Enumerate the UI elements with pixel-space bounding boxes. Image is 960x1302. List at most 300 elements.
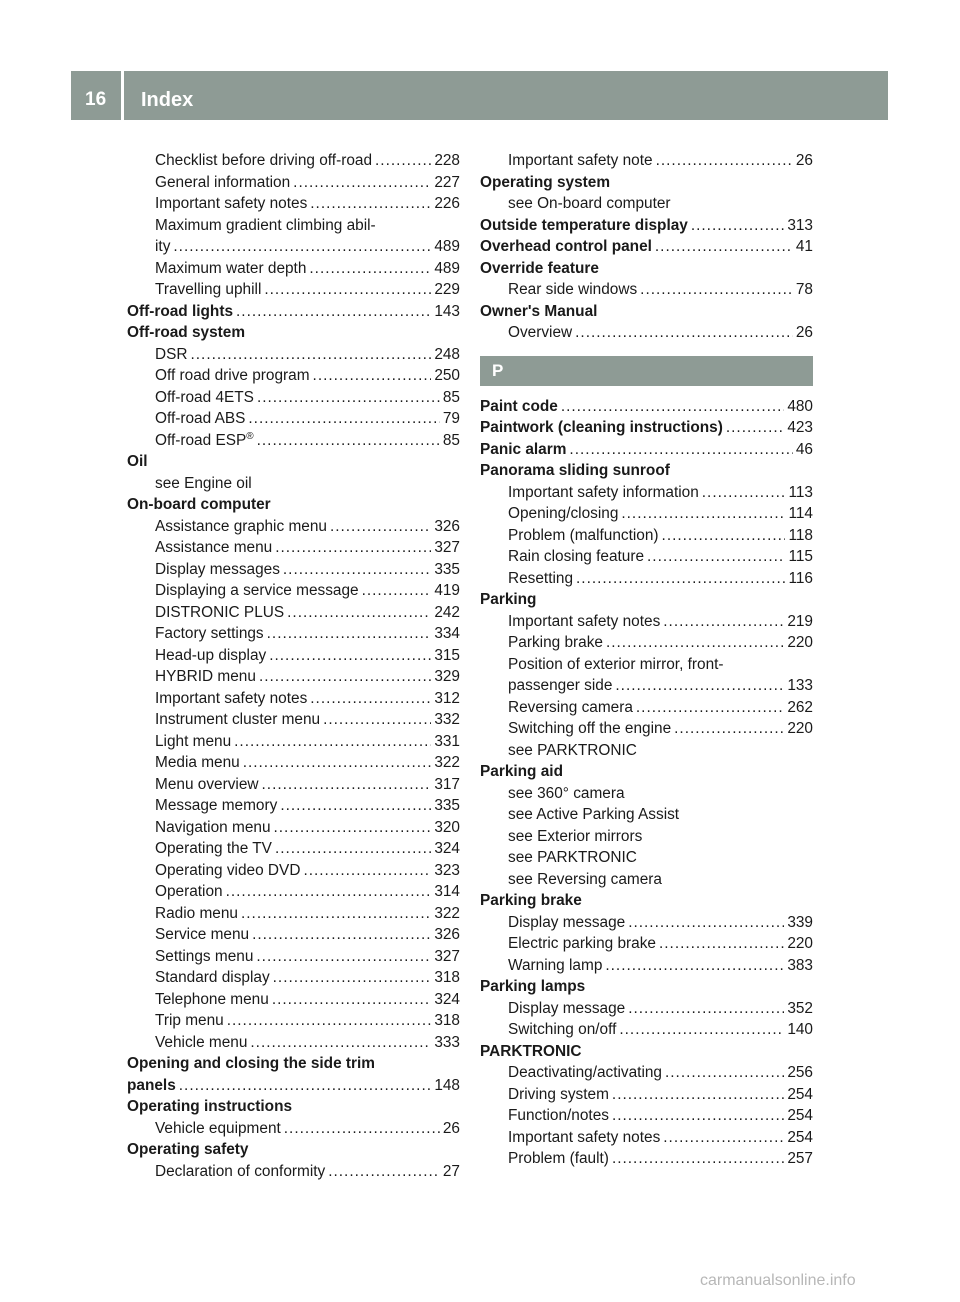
entry-label-text: Display message <box>508 913 626 931</box>
index-subentry[interactable] <box>480 1105 813 1127</box>
dot-leader <box>663 1127 784 1149</box>
entry-label-text: Head-up display <box>155 646 267 664</box>
page-reference[interactable]: 254 <box>787 1107 813 1124</box>
page-reference[interactable]: 322 <box>434 754 460 771</box>
dot-leader <box>640 279 793 301</box>
page-reference[interactable]: 220 <box>787 935 813 952</box>
dot-leader <box>303 860 431 882</box>
dot-leader <box>241 903 431 925</box>
entry-label-text: Checklist before driving off-road <box>155 152 373 169</box>
page-reference[interactable]: 352 <box>787 999 813 1017</box>
dot-leader <box>362 580 432 602</box>
dot-leader <box>612 1148 784 1170</box>
dot-leader <box>309 258 431 280</box>
page-reference[interactable]: 320 <box>434 818 460 836</box>
index-entry <box>127 494 460 516</box>
entry-label-text: Important safety notes <box>155 689 308 707</box>
page-reference[interactable]: 331 <box>434 732 460 750</box>
page-reference[interactable]: 220 <box>787 634 813 651</box>
entry-label <box>155 537 272 559</box>
entry-label-text: Standard display <box>155 969 270 986</box>
dot-leader <box>575 322 793 344</box>
index-entry[interactable] <box>127 301 460 323</box>
index-subentry <box>480 654 813 676</box>
entry-label-text: Owner's Manual <box>480 302 598 320</box>
index-entry[interactable] <box>480 215 813 237</box>
dot-leader <box>313 365 432 387</box>
entry-label <box>155 236 170 258</box>
index-subentry <box>480 740 813 762</box>
entry-label <box>508 322 572 344</box>
dot-leader <box>606 632 784 654</box>
page-reference[interactable]: 148 <box>434 1076 460 1094</box>
dot-leader <box>663 611 784 633</box>
page-reference[interactable]: 383 <box>787 956 813 974</box>
page-reference[interactable]: 326 <box>434 926 460 943</box>
entry-label-text: Off-road 4ETS <box>155 388 254 406</box>
index-entry[interactable] <box>480 439 813 461</box>
index-subentry[interactable] <box>127 1161 460 1183</box>
index-subentry[interactable] <box>127 1118 460 1140</box>
index-subentry[interactable] <box>127 236 460 258</box>
dot-leader <box>612 1084 784 1106</box>
index-subentry <box>480 869 813 891</box>
index-subentry[interactable] <box>480 611 813 633</box>
entry-label <box>508 933 656 955</box>
entry-label <box>508 611 660 633</box>
page-reference[interactable]: 26 <box>795 152 813 169</box>
index-subentry[interactable] <box>127 365 460 387</box>
entry-label-text: Vehicle equipment <box>155 1119 281 1137</box>
page-reference[interactable]: 423 <box>787 419 813 436</box>
index-subentry[interactable] <box>127 537 460 559</box>
dot-leader <box>275 537 431 559</box>
entry-label <box>508 150 653 172</box>
index-subentry[interactable] <box>480 1127 813 1149</box>
entry-label-text: Trip menu <box>155 1012 224 1029</box>
page-reference[interactable]: 78 <box>795 281 813 298</box>
entry-label-text: Off-road system <box>127 324 246 341</box>
page-reference[interactable]: 220 <box>787 720 813 737</box>
page-reference[interactable]: 318 <box>434 969 460 986</box>
entry-label-text: On-board computer <box>127 496 271 513</box>
index-subentry[interactable] <box>480 279 813 301</box>
page-reference[interactable]: 254 <box>787 1085 813 1103</box>
entry-label <box>155 258 306 280</box>
dot-leader <box>179 1075 432 1097</box>
page-reference[interactable]: 324 <box>434 990 460 1008</box>
index-subentry[interactable] <box>127 903 460 925</box>
index-entry <box>480 761 813 783</box>
entry-label <box>155 172 290 194</box>
index-subentry[interactable] <box>480 998 813 1020</box>
index-subentry[interactable] <box>480 1148 813 1170</box>
page-reference[interactable]: 143 <box>434 302 460 320</box>
page-reference[interactable]: 219 <box>787 612 813 630</box>
index-subentry[interactable] <box>127 430 460 452</box>
dot-leader <box>236 301 431 323</box>
entry-label <box>155 688 307 710</box>
index-subentry[interactable] <box>480 1084 813 1106</box>
entry-label <box>127 1141 248 1158</box>
dot-leader <box>615 675 784 697</box>
entry-label-text: Parking brake <box>480 892 582 909</box>
dot-leader <box>280 795 431 817</box>
page-reference[interactable]: 326 <box>434 517 460 535</box>
entry-label <box>155 774 259 796</box>
page-reference[interactable]: 262 <box>787 698 813 716</box>
dot-leader <box>662 525 786 547</box>
page-reference[interactable]: 228 <box>434 152 460 169</box>
page-reference[interactable]: 113 <box>788 483 813 501</box>
entry-label <box>508 955 602 977</box>
page-reference[interactable]: 489 <box>434 238 460 255</box>
dot-leader <box>250 1032 431 1054</box>
dot-leader <box>269 645 431 667</box>
index-subentry[interactable] <box>127 150 460 172</box>
entry-label-text: Travelling uphill <box>155 281 262 298</box>
entry-label <box>155 924 249 946</box>
index-subentry[interactable] <box>127 516 460 538</box>
dot-leader <box>726 417 784 439</box>
page-reference[interactable]: 227 <box>434 173 460 191</box>
page-reference[interactable]: 250 <box>434 367 460 384</box>
entry-label <box>508 675 612 697</box>
entry-label <box>480 260 599 277</box>
index-subentry[interactable] <box>480 675 813 697</box>
index-subentry[interactable] <box>127 924 460 946</box>
entry-label <box>127 1098 292 1115</box>
page-number: 16 <box>85 89 107 110</box>
page-reference[interactable]: 312 <box>434 689 460 707</box>
entry-label-text: Overhead control panel <box>480 238 652 255</box>
page-reference[interactable]: 26 <box>442 1119 460 1137</box>
dot-leader <box>621 503 785 525</box>
entry-label-text: Operating video DVD <box>155 861 301 879</box>
entry-label <box>480 439 566 461</box>
index-subentry[interactable] <box>127 989 460 1011</box>
entry-label <box>155 881 223 903</box>
entry-label <box>155 475 252 492</box>
index-subentry[interactable] <box>127 795 460 817</box>
page-reference[interactable]: 46 <box>795 440 813 458</box>
index-entry[interactable] <box>480 396 813 418</box>
page-reference[interactable]: 327 <box>434 539 460 556</box>
dot-leader <box>262 774 432 796</box>
dot-leader <box>628 998 784 1020</box>
entry-label <box>508 912 625 934</box>
page-header <box>71 71 888 120</box>
page-reference[interactable]: 327 <box>434 947 460 965</box>
entry-label <box>155 279 261 301</box>
page-reference[interactable]: 116 <box>788 569 813 587</box>
entry-label <box>480 591 536 608</box>
entry-label-text: Settings menu <box>155 947 254 965</box>
entry-label-text: Reversing camera <box>508 698 633 716</box>
entry-label-text: Paintwork (cleaning instructions) <box>480 419 723 436</box>
page-reference[interactable]: 324 <box>434 840 460 857</box>
page-reference[interactable]: 335 <box>434 560 460 578</box>
entry-label-text: Operating instructions <box>127 1098 293 1115</box>
index-subentry[interactable] <box>480 1019 813 1041</box>
index-subentry[interactable] <box>127 344 460 366</box>
index-subentry[interactable] <box>480 482 813 504</box>
entry-label-text: Panorama sliding sunroof <box>480 462 670 479</box>
index-subentry[interactable] <box>127 623 460 645</box>
entry-label <box>480 174 610 191</box>
index-subentry[interactable] <box>127 817 460 839</box>
dot-leader <box>257 430 440 452</box>
index-subentry[interactable] <box>127 688 460 710</box>
page-reference[interactable]: 226 <box>434 195 460 212</box>
entry-label-text: Opening/closing <box>508 505 619 522</box>
index-entry[interactable] <box>480 236 813 258</box>
entry-label-text: Important safety note <box>508 152 653 169</box>
index-subentry[interactable] <box>480 150 813 172</box>
dot-leader <box>283 559 431 581</box>
registered-mark: ® <box>246 430 254 442</box>
index-subentry[interactable] <box>127 881 460 903</box>
page-reference[interactable]: 318 <box>434 1012 460 1029</box>
index-entry <box>480 172 813 194</box>
page-reference[interactable]: 332 <box>434 711 460 728</box>
index-subentry <box>127 215 460 237</box>
entry-label-text: Problem (malfunction) <box>508 526 659 544</box>
page-reference[interactable]: 79 <box>442 410 460 427</box>
entry-label-text: Override feature <box>480 259 599 277</box>
index-subentry[interactable] <box>127 838 460 860</box>
entry-label <box>155 408 245 430</box>
dot-leader <box>243 752 432 774</box>
index-subentry[interactable] <box>480 697 813 719</box>
entry-label-text: Position of exterior mirror, front- <box>508 655 724 673</box>
index-subentry[interactable] <box>480 322 813 344</box>
entry-label-text: Assistance menu <box>155 539 273 556</box>
entry-label <box>508 785 625 802</box>
index-subentry[interactable] <box>127 580 460 602</box>
dot-leader <box>173 236 431 258</box>
index-entry <box>480 1041 813 1063</box>
index-subentry[interactable] <box>127 752 460 774</box>
index-subentry[interactable] <box>480 912 813 934</box>
entry-label <box>508 697 633 719</box>
index-entry <box>480 301 813 323</box>
entry-label-text: Off-road ABS <box>155 410 246 427</box>
index-subentry[interactable] <box>127 602 460 624</box>
entry-label <box>155 838 272 860</box>
entry-label-text: Instrument cluster menu <box>155 711 321 728</box>
entry-label <box>508 1127 660 1149</box>
page-reference[interactable]: 322 <box>434 904 460 922</box>
index-entry <box>127 451 460 473</box>
page-reference[interactable]: 85 <box>442 431 460 449</box>
page-reference[interactable]: 114 <box>788 505 813 522</box>
entry-label-text: Off-road lights <box>127 302 234 320</box>
page-reference[interactable]: 329 <box>434 668 460 685</box>
page-reference[interactable]: 229 <box>434 281 460 298</box>
entry-label-text: DSR <box>155 345 188 363</box>
page-reference[interactable]: 242 <box>434 603 460 621</box>
entry-label <box>480 417 723 439</box>
entry-label <box>155 666 256 688</box>
page-reference[interactable]: 26 <box>795 324 813 341</box>
page-reference[interactable]: 257 <box>787 1150 813 1167</box>
entry-label <box>127 324 245 341</box>
entry-label <box>508 1148 609 1170</box>
entry-label <box>508 656 724 673</box>
entry-label-text: Function/notes <box>508 1107 609 1124</box>
page-reference[interactable]: 115 <box>788 548 813 565</box>
page-reference[interactable]: 480 <box>787 397 813 415</box>
page-reference[interactable]: 489 <box>434 259 460 277</box>
entry-label <box>155 1118 281 1140</box>
page-reference[interactable]: 339 <box>787 913 813 931</box>
page-reference[interactable]: 256 <box>787 1064 813 1081</box>
entry-label <box>155 946 253 968</box>
page-reference[interactable]: 317 <box>434 775 460 793</box>
entry-label <box>155 731 231 753</box>
page-reference[interactable]: 85 <box>442 388 460 406</box>
entry-label-text: Telephone menu <box>155 990 269 1008</box>
index-subentry[interactable] <box>480 933 813 955</box>
entry-label <box>508 1019 616 1041</box>
index-subentry[interactable] <box>480 718 813 740</box>
index-subentry[interactable] <box>480 525 813 547</box>
page-reference[interactable]: 315 <box>434 646 460 664</box>
page-reference[interactable]: 419 <box>434 582 460 599</box>
index-subentry[interactable] <box>127 279 460 301</box>
entry-label <box>127 1075 176 1097</box>
dot-leader <box>256 946 431 968</box>
index-entry <box>127 322 460 344</box>
index-subentry[interactable] <box>127 193 460 215</box>
index-subentry[interactable] <box>127 387 460 409</box>
entry-label-text: Driving system <box>508 1085 609 1103</box>
entry-label <box>508 849 637 866</box>
page-reference[interactable]: 27 <box>442 1162 460 1180</box>
entry-label-text: see PARKTRONIC <box>508 741 637 759</box>
entry-label-text: Switching off the engine <box>508 720 672 737</box>
index-subentry[interactable] <box>480 632 813 654</box>
entry-label <box>155 1161 325 1183</box>
dot-leader <box>272 989 432 1011</box>
index-subentry[interactable] <box>127 967 460 989</box>
dot-leader <box>636 697 784 719</box>
page-reference[interactable]: 323 <box>434 861 460 879</box>
index-subentry[interactable] <box>480 1062 813 1084</box>
entry-label <box>480 1043 581 1060</box>
index-subentry[interactable] <box>127 1010 460 1032</box>
index-subentry[interactable] <box>127 731 460 753</box>
dot-leader <box>605 955 784 977</box>
index-subentry[interactable] <box>127 172 460 194</box>
index-subentry[interactable] <box>480 568 813 590</box>
entry-label-text: Important safety notes <box>155 195 308 212</box>
page-reference[interactable]: 140 <box>787 1021 813 1038</box>
entry-label <box>480 303 597 320</box>
page-reference[interactable]: 254 <box>787 1128 813 1146</box>
entry-label <box>480 236 652 258</box>
index-subentry[interactable] <box>127 408 460 430</box>
index-entry <box>127 1053 460 1075</box>
entry-label-text: Parking lamps <box>480 978 586 995</box>
index-subentry[interactable] <box>480 955 813 977</box>
index-subentry[interactable] <box>480 546 813 568</box>
index-subentry <box>480 847 813 869</box>
index-entry <box>480 460 813 482</box>
dot-leader <box>191 344 432 366</box>
entry-label-text: Message memory <box>155 797 278 814</box>
dot-leader <box>259 666 431 688</box>
index-entry[interactable] <box>480 417 813 439</box>
entry-label <box>508 195 671 212</box>
entry-label-text: Navigation menu <box>155 818 271 836</box>
entry-label-text: Light menu <box>155 732 232 750</box>
entry-label <box>480 215 688 237</box>
entry-label <box>508 871 662 888</box>
page-reference[interactable]: 248 <box>434 345 460 363</box>
entry-label-text: Overview <box>508 324 573 341</box>
index-entry <box>127 1096 460 1118</box>
page-reference[interactable]: 314 <box>434 883 460 900</box>
page-reference[interactable]: 133 <box>787 677 813 694</box>
dot-leader <box>248 408 439 430</box>
index-subentry[interactable] <box>127 559 460 581</box>
page-reference[interactable]: 334 <box>434 625 460 642</box>
dot-leader <box>619 1019 784 1041</box>
index-subentry[interactable] <box>127 645 460 667</box>
entry-label-text: Switching on/off <box>508 1021 617 1038</box>
dot-leader <box>275 838 431 860</box>
entry-label-text: see Exterior mirrors <box>508 827 643 845</box>
entry-label <box>155 516 327 538</box>
entry-label-text: see Reversing camera <box>508 870 662 888</box>
index-entry[interactable] <box>127 1075 460 1097</box>
entry-label <box>155 645 266 667</box>
section-letter-header: P <box>480 356 813 386</box>
index-subentry[interactable] <box>127 1032 460 1054</box>
dot-leader <box>234 731 431 753</box>
entry-label-text: PARKTRONIC <box>480 1042 582 1060</box>
entry-label-text: HYBRID menu <box>155 668 256 685</box>
index-subentry[interactable] <box>127 258 460 280</box>
index-subentry[interactable] <box>480 503 813 525</box>
entry-label-text: Oil <box>127 453 148 470</box>
dot-leader <box>310 688 431 710</box>
entry-label-text: Off-road ESP <box>155 431 247 449</box>
entry-label <box>508 482 699 504</box>
index-subentry[interactable] <box>127 666 460 688</box>
entry-label-text: Rear side windows <box>508 281 638 298</box>
index-subentry[interactable] <box>127 774 460 796</box>
index-subentry[interactable] <box>127 709 460 731</box>
dot-leader <box>227 1010 432 1032</box>
entry-label-text: Parking aid <box>480 763 563 780</box>
entry-label-text: Operating system <box>480 173 611 191</box>
entry-label <box>155 150 372 172</box>
page-reference[interactable]: 41 <box>795 238 813 255</box>
page-reference[interactable]: 333 <box>434 1033 460 1051</box>
entry-label <box>480 978 585 995</box>
entry-label-text: Important safety notes <box>508 1128 661 1146</box>
page-reference[interactable]: 118 <box>788 526 813 544</box>
index-subentry[interactable] <box>127 860 460 882</box>
entry-label-text: Display messages <box>155 560 280 578</box>
page-reference[interactable]: 313 <box>787 216 813 234</box>
page-reference[interactable]: 335 <box>434 797 460 814</box>
index-subentry[interactable] <box>127 946 460 968</box>
entry-label <box>155 217 376 234</box>
